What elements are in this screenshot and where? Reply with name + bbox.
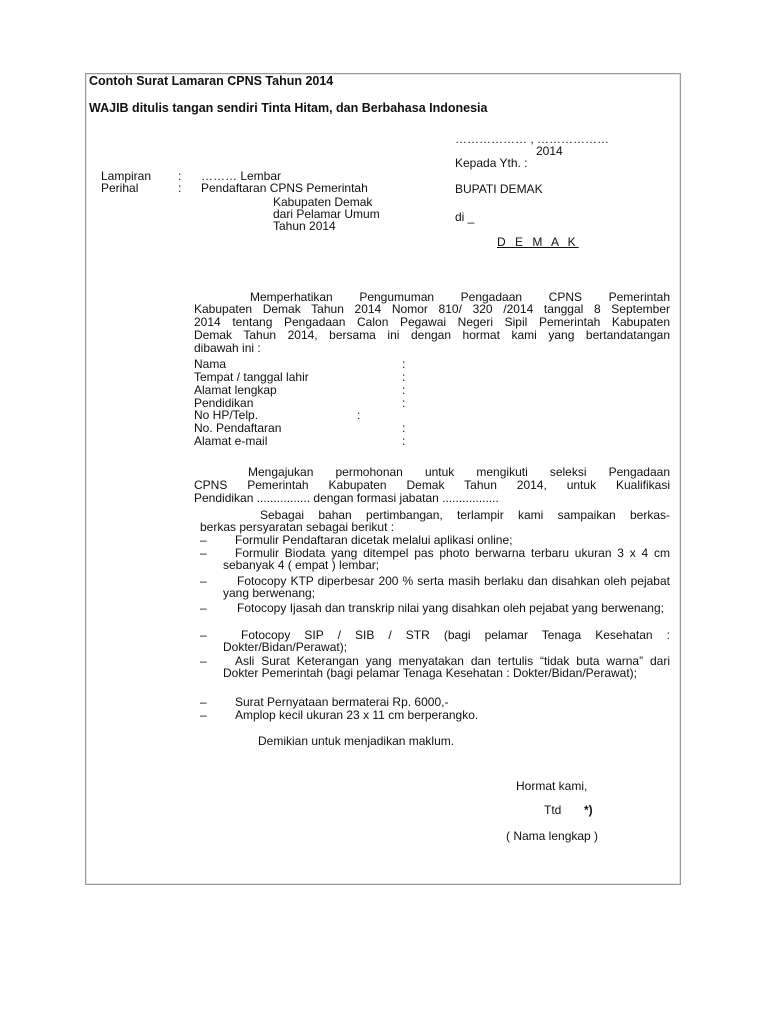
field-colon-hp: : bbox=[357, 408, 361, 422]
list-item: Surat Pernyataan bermaterai Rp. 6000,- bbox=[235, 695, 449, 709]
recipient-city: D E M A K bbox=[497, 235, 579, 249]
field-colon-email: : bbox=[402, 434, 406, 448]
perihal-label: Perihal bbox=[101, 181, 139, 195]
list-item: Amplop kecil ukuran 23 x 11 cm berperangko. bbox=[235, 708, 479, 722]
list-bullet: – bbox=[200, 654, 207, 668]
recipient-di: di _ bbox=[455, 210, 475, 224]
intro-line-3: 2014 tentang Pengadaan Calon Pegawai Negeri Sipil Pemerintah Kabupaten bbox=[194, 315, 670, 329]
lampiran-value: ……… Lembar bbox=[201, 169, 282, 183]
list-item: Asli Surat Keterangan yang menyatakan dan tertulis “tidak buta warna” dari Dokter Pemerintah (bagi pelamar Tenaga Kesehatan : Dokter/Bidan/Perawat); bbox=[223, 654, 670, 681]
field-label-pendaftaran: No. Pendaftaran bbox=[194, 421, 282, 435]
perihal-line-4: Tahun 2014 bbox=[273, 219, 336, 233]
field-label-email: Alamat e-mail bbox=[194, 434, 268, 448]
intro-line-4: Demak Tahun 2014, bersama ini dengan hormat kami yang bertandatangan bbox=[194, 328, 670, 342]
field-colon-pendaftaran: : bbox=[402, 421, 406, 435]
field-colon-pendidikan: : bbox=[402, 396, 406, 410]
application-line-2: CPNS Pemerintah Kabupaten Demak Tahun 2014, untuk Kualifikasi bbox=[194, 478, 670, 492]
recipient-greeting: Kepada Yth. : bbox=[455, 156, 528, 170]
application-line-3: Pendidikan ................ dengan formasi jabatan ................. bbox=[194, 491, 499, 505]
field-colon-ttl: : bbox=[402, 370, 406, 384]
requirements-intro-line-1: Sebagai bahan pertimbangan, terlampir kami sampaikan berkas- bbox=[260, 508, 670, 522]
field-label-nama: Nama bbox=[194, 357, 227, 371]
perihal-line-2: Kabupaten Demak bbox=[273, 195, 373, 209]
date-place: ……………… , ……………… bbox=[455, 132, 610, 146]
requirements-intro-line-2: berkas persyaratan sebagai berikut : bbox=[200, 520, 395, 534]
perihal-colon: : bbox=[178, 181, 182, 195]
perihal-line-3: dari Pelamar Umum bbox=[273, 207, 380, 221]
signature-regards: Hormat kami, bbox=[516, 779, 588, 793]
field-label-pendidikan: Pendidikan bbox=[194, 396, 254, 410]
field-label-alamat: Alamat lengkap bbox=[194, 383, 277, 397]
field-colon-alamat: : bbox=[402, 383, 406, 397]
intro-line-2: Kabupaten Demak Tahun 2014 Nomor 810/ 320 /2014 tanggal 8 September bbox=[194, 302, 670, 316]
closing-text: Demikian untuk menjadikan maklum. bbox=[258, 734, 455, 748]
document-title: Contoh Surat Lamaran CPNS Tahun 2014 bbox=[89, 74, 334, 88]
list-bullet: – bbox=[200, 695, 207, 709]
application-line-1: Mengajukan permohonan untuk mengikuti seleksi Pengadaan bbox=[248, 465, 670, 479]
signature-ttd: Ttd bbox=[544, 803, 562, 817]
list-bullet: – bbox=[200, 546, 207, 560]
list-item: Fotocopy SIP / SIB / STR (bagi pelamar Tenaga Kesehatan : Dokter/Bidan/Perawat); bbox=[223, 628, 670, 655]
list-item: Formulir Biodata yang ditempel pas photo berwarna terbaru ukuran 3 x 4 cm sebanyak 4 ( empat ) lembar; bbox=[223, 546, 670, 573]
signature-name: ( Nama lengkap ) bbox=[506, 829, 599, 843]
list-bullet: – bbox=[200, 601, 207, 615]
lampiran-label: Lampiran bbox=[101, 169, 152, 183]
recipient-name: BUPATI DEMAK bbox=[455, 182, 543, 196]
instruction-text: WAJIB ditulis tangan sendiri Tinta Hitam, dan Berbahasa Indonesia bbox=[89, 101, 488, 115]
lampiran-colon: : bbox=[178, 169, 182, 183]
list-item: Fotocopy Ijasah dan transkrip nilai yang disahkan oleh pejabat yang berwenang; bbox=[237, 601, 664, 615]
field-colon-nama: : bbox=[402, 357, 406, 371]
signature-mark: *) bbox=[584, 803, 593, 817]
intro-line-1: Memperhatikan Pengumuman Pengadaan CPNS Pemerintah bbox=[250, 290, 670, 304]
list-item: Fotocopy KTP diperbesar 200 % serta masih berlaku dan disahkan oleh pejabat yang berwenang; bbox=[223, 574, 670, 601]
perihal-line-1: Pendaftaran CPNS Pemerintah bbox=[201, 181, 368, 195]
list-bullet: – bbox=[200, 708, 207, 722]
list-bullet: – bbox=[200, 574, 207, 588]
field-label-ttl: Tempat / tanggal lahir bbox=[194, 370, 309, 384]
date-year: 2014 bbox=[536, 144, 563, 158]
list-bullet: – bbox=[200, 628, 207, 642]
list-item: Formulir Pendaftaran dicetak melalui aplikasi online; bbox=[235, 533, 513, 547]
list-bullet: – bbox=[200, 533, 207, 547]
field-label-hp: No HP/Telp. bbox=[194, 408, 259, 422]
intro-line-5: dibawah ini : bbox=[194, 341, 261, 355]
